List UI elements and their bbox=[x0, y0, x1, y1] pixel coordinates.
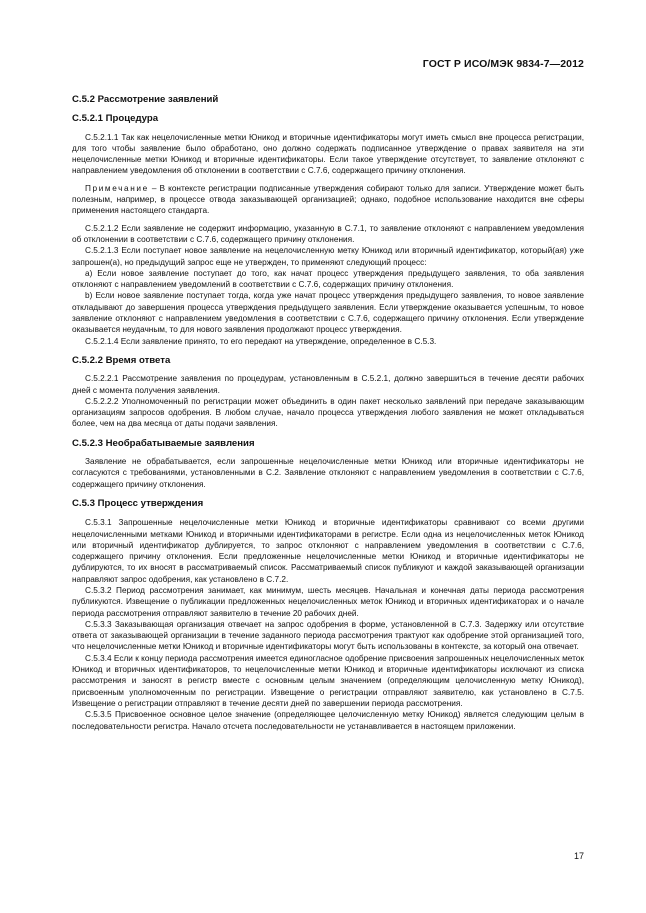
paragraph-c533: С.5.3.3 Заказывающая организация отвечает на запрос одобрения в форме, установленной в С.7.3. Задержку или отсутствие ответа от заказывающей организации в течение заданного периода рассмотрения трактуют как одобрение этой организацией того, что нецелочисленные метки Юникод и вторичные идентификаторы могут быть использованы в контексте, за который она отвечает. bbox=[72, 619, 584, 652]
section-c523-title: С.5.2.3 Необрабатываемые заявления bbox=[72, 437, 255, 449]
paragraph-c5214: С.5.2.1.4 Если заявление принято, то его передают на утверждение, определенное в С.5.3. bbox=[85, 336, 437, 346]
paragraph-c5213a: a) Если новое заявление поступает до того, как начат процесс утверждения предыдущего заявления, то оба заявления отклоняют с направлением уведомлений в соответствии с С.7.6, содержащих причину отклонения. bbox=[72, 268, 584, 290]
paragraph-c5221: С.5.2.2.1 Рассмотрение заявления по процедурам, установленным в С.5.2.1, должно завершиться в течение десяти рабочих дней с момента получения заявления. bbox=[72, 374, 584, 395]
note-paragraph bbox=[72, 183, 584, 217]
paragraph-c531: С.5.3.1 Запрошенные нецелочисленные метки Юникод и вторичные идентификаторы сравнивают со всеми другими нецелочисленными метками Юникод и вторичными идентификаторами в регистре. Если одна из нецелочисленных меток Юникод или вторичный идентификатор дублируется, то запрос отклоняют с направлением уведомления в соответствии с С.7.6, содержащего причину отклонения. Если предложенные нецелочисленные метки Юникод и вторичные идентификаторы не дублируются, то их вносят в рассматриваемый список. Рассматриваемый список публикуют и каждой заказывающей организации направляют запрос одобрения, как установлено в С.7.2. bbox=[72, 518, 584, 584]
paragraph-c5213: С.5.2.1.3 Если поступает новое заявление на нецелочисленную метку Юникод или вторичный идентификатор, который(ая) уже запрошен(а), но предыдущий запрос еще не утвержден, то применяют следующий процесс: bbox=[72, 246, 584, 267]
note-label: Примечание bbox=[85, 183, 149, 193]
section-c53-title: С.5.3 Процесс утверждения bbox=[72, 497, 204, 509]
page-number: 17 bbox=[573, 851, 584, 861]
section-c52-title: С.5.2 Рассмотрение заявлений bbox=[72, 94, 219, 105]
page-content bbox=[72, 86, 584, 732]
section-c521-title: С.5.2.1 Процедура bbox=[72, 113, 159, 125]
section-c522-title: С.5.2.2 Время ответа bbox=[72, 354, 171, 366]
paragraph-c523: Заявление не обрабатывается, если запрошенные нецелочисленные метки Юникод или вторичные идентификаторы не согласуются с требованиями, установленными в С.2. Заявление отклоняют с направлением уведомления в соответствии с С.7.6, содержащего причину отклонения. bbox=[72, 457, 584, 489]
paragraph-c5222: С.5.2.2.2 Уполномоченный по регистрации может объединить в один пакет несколько заявлений при передаче заказывающим организациям запросов одобрения. В любом случае, начало процесса утверждения любого заявления не может откладываться более, чем на два месяца от даты подачи заявления. bbox=[72, 396, 584, 429]
paragraph-c5212: С.5.2.1.2 Если заявление не содержит информацию, указанную в С.7.1, то заявление отклоняют с направлением уведомления об отклонении в соответствии с С.7.6, содержащего причину отклонения. bbox=[72, 223, 584, 244]
paragraph-c5213b: b) Если новое заявление поступает тогда, когда уже начат процесс утверждения предыдущего заявления, то новое заявление откладывают до завершения процесса утверждения предыдущего заявления. Если утверждение оказывается успешным, то новое заявление отклоняют с направлением уведомления в соответствии с С.7.6, содержащего причину отклонения. Если утверждение оказывается неудачным, то для нового заявления продолжают процесс утверждения. bbox=[72, 291, 584, 335]
paragraph-c535: С.5.3.5 Присвоенное основное целое значение (определяющее целочисленную метку Юникод) является следующим целым в последовательности регистра. Начало отсчета последовательности не устанавливается в настоящем приложении. bbox=[72, 710, 584, 731]
note-text: – В контексте регистрации подписанные утверждения собирают только для записи. Утверждение может быть полезным, например, в процессе отвода заказывающей организацией; однако, подобное использование находится вне сферы применения настоящего стандарта. bbox=[72, 183, 584, 216]
paragraph-c534: С.5.3.4 Если к концу периода рассмотрения имеется единогласное одобрение присвоения запрошенных нецелочисленных меток Юникод и вторичных идентификаторов, то нецелочисленные метки Юникод и вторичные идентификаторы исключают из списка рассмотрения и заносят в регистр вместе с основным целым значением (определяющим целочисленную метку Юникод), присвоенным уполномоченным по регистрации. Извещение о регистрации отправляют заявителю, как установлено в С.7.5. Извещение о регистрации отправляют в течение десяти дней по завершении периода рассмотрения. bbox=[72, 653, 584, 708]
paragraph-c532: С.5.3.2 Период рассмотрения занимает, как минимум, шесть месяцев. Начальная и конечная даты периода рассмотрения публикуются. Извещение о публикации предложенных нецелочисленных меток Юникод и вторичных идентификаторах и о начале периода рассмотрения отправляют заявителю в течение 20 рабочих дней. bbox=[72, 585, 584, 618]
document-header: ГОСТ Р ИСО/МЭК 9834-7—2012 bbox=[422, 58, 584, 70]
paragraph-c5211: С.5.2.1.1 Так как нецелочисленные метки Юникод и вторичные идентификаторы могут иметь смысл вне процесса регистрации, для того чтобы заявление было обработано, оно должно содержать подписанное утверждение о правах заявителя на эти нецелочисленные метки Юникод и вторичные идентификаторы. Если такое утверждение отсутствует, то заявление отклоняют с направлением уведомления об отклонении в соответствии с С.7.6, содержащего причину отклонения. bbox=[72, 132, 584, 176]
